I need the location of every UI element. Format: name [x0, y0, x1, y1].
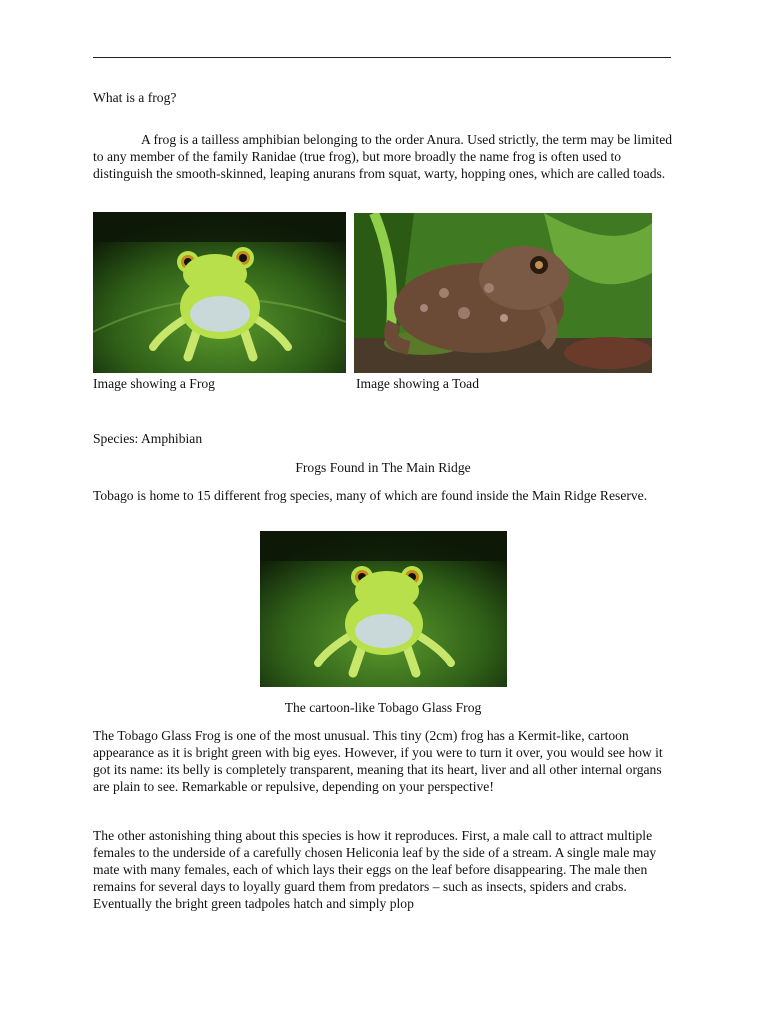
section-intro-paragraph: Tobago is home to 15 different frog species, many of which are found inside the Main Ridge Reserve. — [93, 488, 648, 503]
top-rule — [93, 57, 671, 58]
glass-frog-image — [260, 531, 507, 687]
glass-frog-caption: The cartoon-like Tobago Glass Frog — [284, 700, 482, 715]
glass-frog-paragraph: The Tobago Glass Frog is one of the most unusual. This tiny (2cm) frog has a Kermit-like, cartoon appearance as it is bright green with big eyes. However, if you were to turn it over, you would see how it got its name: its belly is completely transparent, meaning that its heart, liver and all other internal organs are plain to see. Remarkable or repulsive, depending on your perspective! — [93, 728, 663, 794]
reproduction-paragraph: The other astonishing thing about this species is how it reproduces. First, a male call to attract multiple females to the underside of a carefully chosen Heliconia leaf by the side of a stream. A single male may mate with many females, each of which lays their eggs on the leaf before disappearing. The male then remains for several days to loyally guard them from predators – such as insects, spiders and crabs. Eventually the bright green tadpoles hatch and simply plop — [93, 828, 657, 911]
question-heading: What is a frog? — [93, 90, 177, 105]
toad-image — [354, 213, 652, 373]
toad-image-caption: Image showing a Toad — [356, 376, 480, 391]
species-line: Species: Amphibian — [93, 431, 203, 446]
frog-image-caption: Image showing a Frog — [93, 376, 215, 391]
section-heading: Frogs Found in The Main Ridge — [295, 460, 471, 475]
frog-image — [93, 212, 346, 373]
intro-paragraph: A frog is a tailless amphibian belonging to the order Anura. Used strictly, the term may be limited to any member of the family Ranidae (true frog), but more broadly the name frog is often used to distinguish the smooth-skinned, leaping anurans from squat, warty, hopping ones, which are called toads. — [93, 132, 673, 181]
